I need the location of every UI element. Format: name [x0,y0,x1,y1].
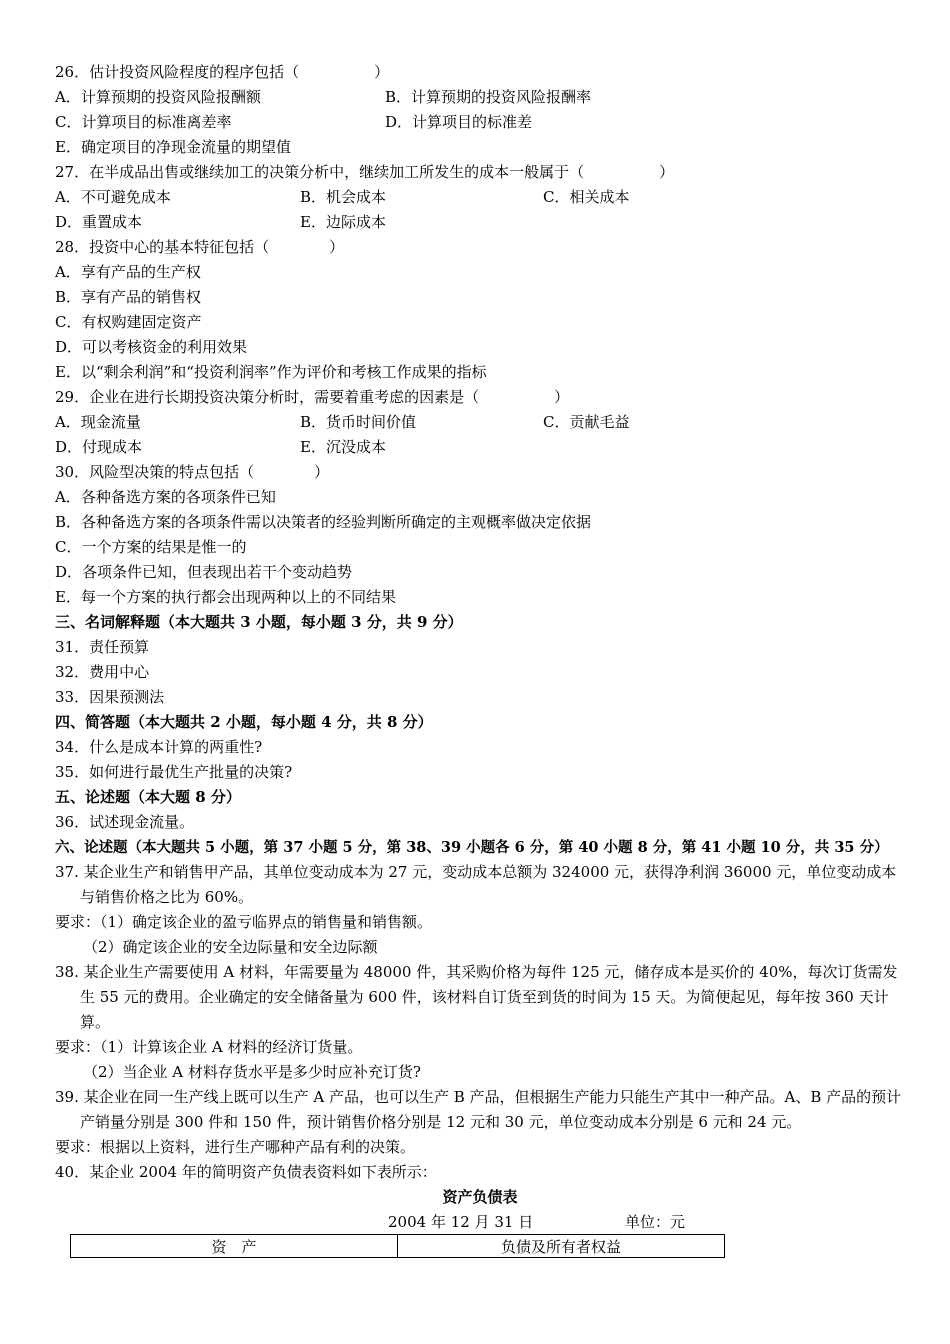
q30-stem: 30．风险型决策的特点包括（ ） [55,463,330,481]
q28-option-e: E．以“剩余利润”和“投资利润率”作为评价和考核工作成果的指标 [55,363,487,381]
q28-option-d: D．可以考核资金的利用效果 [55,338,248,356]
q37: 37. 某企业生产和销售甲产品，其单位变动成本为 27 元，变动成本总额为 324000 元，获得净利润 36000 元，单位变动成本与销售价格之比为 60%。 [55,863,897,906]
q27-options-row1 [55,185,905,210]
column-header-assets: 资 产 [71,1235,398,1258]
balance-sheet-date: 2004 年 12 月 31 日 [388,1213,534,1231]
q26-options-row2 [55,110,905,135]
section5-heading: 五、论述题（本大题 8 分） [55,788,241,806]
q29-options-row2 [55,435,905,460]
q26-options-row1 [55,85,905,110]
q35: 35．如何进行最优生产批量的决策? [55,763,293,781]
q26-option-d: D．计算项目的标准差 [385,113,533,131]
section4-heading: 四、简答题（本大题共 2 小题，每小题 4 分，共 8 分） [55,713,433,731]
q29-option-c: C．贡献毛益 [543,413,630,431]
q27-option-e: E．边际成本 [300,213,386,231]
q30-option-b: B．各种备选方案的各项条件需以决策者的经验判断所确定的主观概率做决定依据 [55,513,592,531]
q38-requirement-2: （2）当企业 A 材料存货水平是多少时应补充订货? [83,1063,421,1081]
q40: 40．某企业 2004 年的简明资产负债表资料如下表所示： [55,1163,437,1181]
q37-requirement-2: （2）确定该企业的安全边际量和安全边际额 [83,938,378,956]
q29-options-row1 [55,410,905,435]
q34: 34．什么是成本计算的两重性? [55,738,263,756]
q30-option-d: D．各项条件已知，但表现出若干个变动趋势 [55,563,353,581]
q30-option-a: A．各种备选方案的各项条件已知 [55,488,276,506]
q36: 36．试述现金流量。 [55,813,195,831]
q29-option-e: E．沉没成本 [300,438,386,456]
q26-option-c: C．计算项目的标准离差率 [55,113,232,131]
q29-option-d: D．付现成本 [55,438,143,456]
q28-stem: 28．投资中心的基本特征包括（ ） [55,238,345,256]
balance-sheet-table [70,1234,725,1258]
q39: 39. 某企业在同一生产线上既可以生产 A 产品，也可以生产 B 产品，但根据生产能力只能生产其中一种产品。A、B 产品的预计产销量分别是 300 件和 150 件，预计销售价格分别是 12 元和 30 元，单位变动成本分别是 6 元和 24 元。 [55,1088,902,1131]
q31: 31．责任预算 [55,638,150,656]
q26-stem: 26．估计投资风险程度的程序包括（ ） [55,63,390,81]
q37-requirement-1: 要求：（1）确定该企业的盈亏临界点的销售量和销售额。 [55,913,433,931]
q28-option-a: A．享有产品的生产权 [55,263,201,281]
q27-option-a: A．不可避免成本 [55,188,171,206]
q28-option-b: B．享有产品的销售权 [55,288,202,306]
q30-option-e: E．每一个方案的执行都会出现两种以上的不同结果 [55,588,396,606]
table-row [71,1235,725,1258]
q38: 38. 某企业生产需要使用 A 材料，年需要量为 48000 件，其采购价格为每件 125 元，储存成本是买价的 40%，每次订货需发生 55 元的费用。企业确定的安全储备量为 600 件，该材料自订货至到货的时间为 15 天。为简便起见，每年按 360 天计算。 [55,963,898,1031]
q29-stem: 29．企业在进行长期投资决策分析时，需要着重考虑的因素是（ ） [55,388,570,406]
section6-heading: 六、论述题（本大题共 5 小题，第 37 小题 5 分，第 38、39 小题各 6 分，第 40 小题 8 分，第 41 小题 10 分，共 35 分） [55,839,889,856]
q28-option-c: C．有权购建固定资产 [55,313,202,331]
q38-requirement-1: 要求：（1）计算该企业 A 材料的经济订货量。 [55,1038,363,1056]
q27-stem: 27．在半成品出售或继续加工的决策分析中，继续加工所发生的成本一般属于（ ） [55,163,675,181]
q26-option-e: E．确定项目的净现金流量的期望值 [55,138,291,156]
section3-heading: 三、名词解释题（本大题共 3 小题，每小题 3 分，共 9 分） [55,613,463,631]
exam-page [55,60,905,1256]
q33: 33．因果预测法 [55,688,165,706]
balance-sheet-title: 资产负债表 [442,1188,518,1206]
q39-requirement: 要求：根据以上资料，进行生产哪种产品有利的决策。 [55,1138,416,1156]
q27-option-c: C．相关成本 [543,188,630,206]
column-header-liabilities-equity: 负债及所有者权益 [398,1235,725,1258]
q27-option-b: B．机会成本 [300,188,387,206]
q26-option-b: B．计算预期的投资风险报酬率 [385,88,592,106]
q27-option-d: D．重置成本 [55,213,143,231]
balance-sheet-unit: 单位：元 [625,1213,686,1231]
q29-option-b: B．货币时间价值 [300,413,417,431]
q26-option-a: A．计算预期的投资风险报酬额 [55,88,261,106]
q30-option-c: C．一个方案的结果是惟一的 [55,538,247,556]
q29-option-a: A．现金流量 [55,413,141,431]
q32: 32．费用中心 [55,663,150,681]
q27-options-row2 [55,210,905,235]
